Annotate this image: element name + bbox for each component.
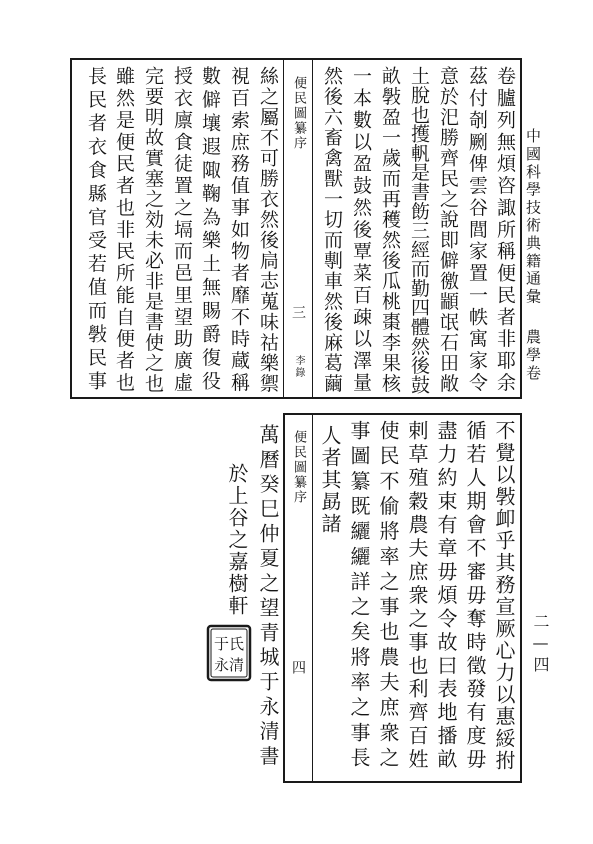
svg-text:于氏: 于氏 — [213, 635, 245, 653]
leaf-number: 四 — [290, 660, 306, 674]
page-number: 二—四 — [531, 612, 550, 676]
text-column: 然後六畜禽獸一切而剸車然後麻葛繭 — [321, 66, 343, 394]
text-column: 土脫也擭軓是書飭三經而勤四體然後鼓 — [408, 66, 430, 394]
colophon-line: 萬曆癸巳仲夏之望青城于永清書 — [256, 424, 280, 770]
text-column: 使民不偷將率之事也農夫庶衆之 — [376, 420, 400, 772]
text-column: 事圖纂既纚纚詳之矣將率之事長 — [347, 420, 371, 772]
text-column: 雖然是便民者也非民所能自便者也 — [113, 66, 135, 394]
fold-line — [312, 58, 313, 399]
text-column: 完要明故實塞之効未必非是書使之也 — [142, 66, 164, 394]
text-column: 循若人期會不審毋奪時徵發有度毋 — [463, 420, 487, 772]
text-column: 長民者衣食縣官受若值而斅民事 — [85, 66, 107, 394]
fold-note: 李錄 — [293, 355, 304, 379]
text-column: 卷臚列無煩咨諏所稱便民者非耶余 — [494, 66, 516, 394]
text-column: 茲付剞劂俾雲谷閭家置一帙寓家令 — [466, 66, 488, 394]
text-column: 不覺以斅卹乎其務宣厥心力以惠綏拊 — [492, 420, 516, 772]
text-column: 數僻壤遐陬鞠為樂土無賜爵復役 — [199, 66, 221, 394]
text-column: 畝斅盈一歲而再穫然後瓜桃棗李果核 — [379, 66, 401, 394]
text-column: 視百索庶務值事如物者靡不時蔵稱 — [228, 66, 250, 394]
text-column: 一本數以盈鼓然後覃菜百疎以澤量 — [350, 66, 372, 394]
fold-line — [312, 413, 313, 783]
series-title: 中國科學技術典籍通彙 — [524, 128, 542, 306]
volume-title: 農學卷 — [524, 329, 542, 383]
text-column: 盡力約束有章毋煩令故曰表地播畝 — [434, 420, 458, 772]
text-column: 意於汜勝齊民之說即僻徼顓氓石田敞 — [437, 66, 459, 394]
text-column: 授衣廪食徒置之塥而邑里望助廣虛 — [171, 66, 193, 394]
fold-title: 便民圖纂序 — [291, 429, 306, 505]
colophon-line: 於上谷之嘉樹軒 — [225, 463, 249, 617]
seal — [206, 624, 252, 682]
leaf-number: 三 — [290, 305, 306, 319]
text-column: 絲之屬不可勝衣然後扃志蒐味祜樂禦 — [257, 66, 279, 394]
text-column: 剌草殖穀農夫庶衆之事也利齊百姓 — [405, 420, 429, 772]
text-column: 人者其勗諸 — [318, 425, 342, 535]
svg-text:永清: 永清 — [213, 656, 245, 674]
fold-title: 便民圖纂序 — [291, 75, 306, 151]
